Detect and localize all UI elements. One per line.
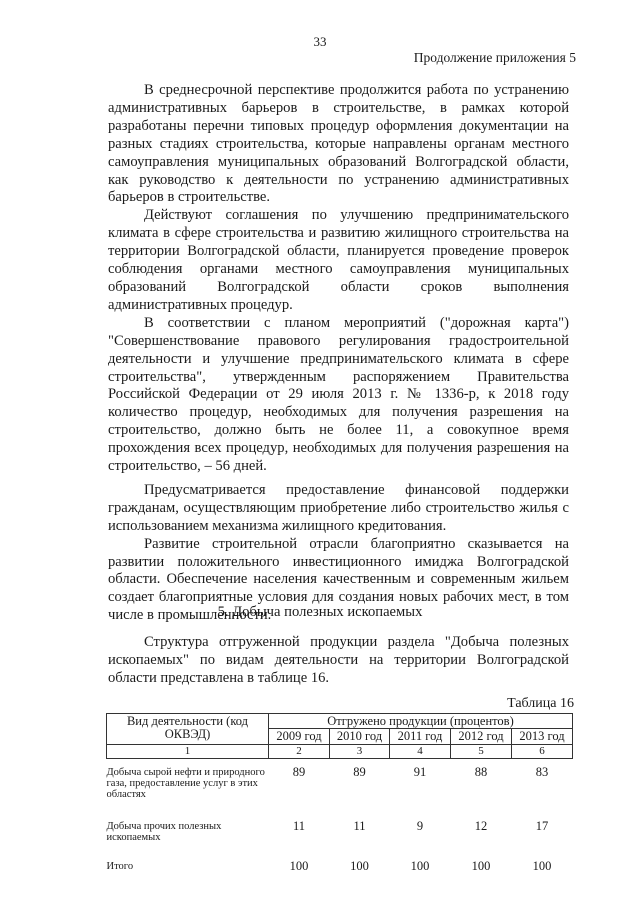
paragraph-financial-support: Предусматривается предоставление финансовой поддержки гражданам, осуществляющим приобретение либо строительство жилья с использованием механизма жилищного кредитования. (108, 481, 569, 534)
column-header-year: 2012 год (451, 729, 512, 745)
column-number: 4 (390, 745, 451, 759)
section-intro (108, 634, 569, 688)
column-number: 6 (512, 745, 573, 759)
paragraph-roadmap: В соответствии с планом мероприятий ("дорожная карта") "Совершенствование правового регулирования градостроительной деятельности и улучшение предпринимательского климата в сфере строительства", утвержденным распоряжением Правительства Российской Федерации от 29 июля 2013 г. № 1336-р, к 2018 году количество процедур, необходимых для получения разрешения на строительство, должно быть не более 11, а совокупное время прохождения всех процедур, необходимых для получения разрешения на строительство, – 56 дней. (108, 314, 569, 475)
row-value: 100 (350, 859, 369, 873)
section-heading: 5. Добыча полезных ископаемых (217, 604, 423, 620)
column-header-shipped-group: Отгружено продукции (процентов) (269, 714, 573, 729)
row-value: 91 (413, 765, 427, 779)
page-number: 33 (313, 34, 327, 49)
paragraph-admin-barriers: В среднесрочной перспективе продолжится работа по устранению административных барьеров в строительстве, в рамках которой разработаны перечни типовых процедур оформления документации на разных стадиях строительства, которые направлены органам местного самоуправления муниципальных образований Волгоградской области, как руководство к деятельности по устранению административных барьеров в строительстве. (108, 82, 569, 206)
row-value: 100 (289, 859, 309, 873)
appendix-continuation-label: Продолжение приложения 5 (413, 50, 576, 65)
column-header-year: 2011 год (390, 729, 451, 745)
column-number: 2 (269, 745, 330, 759)
column-number: 5 (451, 745, 512, 759)
column-header-year: 2013 год (512, 729, 573, 745)
table-caption: Таблица 16 (507, 696, 574, 711)
row-value: 11 (292, 819, 306, 833)
table-row-total (107, 853, 573, 879)
column-header-year: 2010 год (330, 729, 390, 745)
row-activity-name: Добыча сырой нефти и природного газа, предоставление услуг в этих областях (106, 767, 265, 800)
row-value: 89 (292, 765, 306, 779)
body-text (108, 82, 569, 625)
column-number: 3 (330, 745, 390, 759)
row-value: 11 (353, 819, 366, 833)
row-value: 83 (535, 765, 549, 779)
table-row (107, 813, 573, 853)
row-value: 9 (416, 819, 424, 833)
row-activity-name: Добыча прочих полезных ископаемых (106, 821, 222, 843)
row-value: 100 (410, 859, 430, 873)
row-value: 89 (353, 765, 366, 779)
row-value: 17 (535, 819, 549, 833)
paragraph-construction-development: Развитие строительной отрасли благоприятно сказывается на развитии положительного инвестиционного имиджа Волгоградской области. Обеспечение населения качественным и современным жильем создает благоприятные условия для создания новых рабочих мест, в том числе в промышленности. (108, 535, 569, 624)
row-value: 100 (532, 859, 552, 873)
column-header-year: 2009 год (269, 729, 330, 745)
row-value: 100 (471, 859, 491, 873)
row-activity-name: Итого (106, 861, 134, 872)
column-number: 1 (107, 745, 269, 759)
row-value: 12 (474, 819, 488, 833)
table-row (107, 759, 573, 814)
row-value: 88 (474, 765, 488, 779)
paragraph-agreements: Действуют соглашения по улучшению предпринимательского климата в сфере строительства и развитию жилищного строительства на территории Волгоградской области, планируется проведение проверок соблюдения органами местного самоуправления муниципальных образований Волгоградской области сроков выполнения административных процедур. (108, 207, 569, 313)
data-table (106, 713, 572, 879)
section-intro-paragraph: Структура отгруженной продукции раздела "Добыча полезных ископаемых" по видам деятельности на территории Волгоградской области представлена в таблице 16. (108, 634, 569, 686)
column-header-activity: Вид деятельности (код ОКВЭД) (107, 714, 269, 745)
